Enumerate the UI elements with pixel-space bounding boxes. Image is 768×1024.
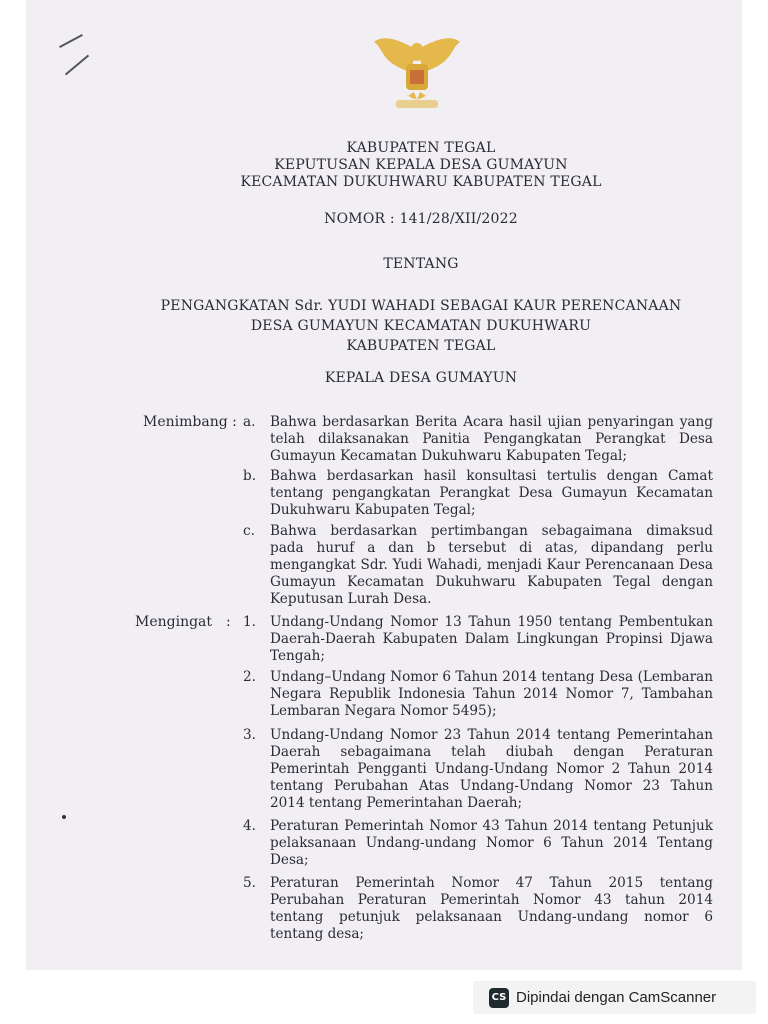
item-number: 3. <box>243 727 256 743</box>
document-header <box>26 140 768 191</box>
garuda-emblem-icon <box>370 30 464 112</box>
item-text: Peraturan Pemerintah Nomor 43 Tahun 2014 tentang Petunjuk pelaksanaan Undang-undang Nomor 6 Tahun 2014 Tentang Desa; <box>270 818 713 868</box>
camscanner-logo-icon: CS <box>489 988 509 1008</box>
item-number: 5. <box>243 875 256 891</box>
item-number: b. <box>243 468 257 484</box>
item-text: Peraturan Pemerintah Nomor 47 Tahun 2015 tentang Perubahan Peraturan Pemerintah Nomor 43 tahun 2014 tentang petunjuk pelaksanaan Undang-undang nomor 6 tentang desa; <box>270 875 713 942</box>
decree-subject <box>26 296 768 356</box>
mengingat-item <box>243 727 713 812</box>
camscanner-watermark <box>473 981 756 1014</box>
item-text: Undang-Undang Nomor 13 Tahun 1950 tentang Pembentukan Daerah-Daerah Kabupaten Dalam Lingkungan Propinsi Djawa Tengah; <box>270 614 713 664</box>
watermark-text: Dipindai dengan CamScanner <box>516 989 717 1006</box>
subject-line: PENGANGKATAN Sdr. YUDI WAHADI SEBAGAI KAUR PERENCANAAN <box>160 298 682 314</box>
tentang-heading: TENTANG <box>383 256 459 272</box>
item-number: c. <box>243 523 255 539</box>
issuer-title: KEPALA DESA GUMAYUN <box>324 370 518 386</box>
decree-number: NOMOR : 141/28/XII/2022 <box>324 211 518 227</box>
menimbang-label: Menimbang : <box>143 414 237 430</box>
subject-line: KABUPATEN TEGAL <box>346 338 496 354</box>
header-line: KABUPATEN TEGAL <box>346 140 496 156</box>
menimbang-item <box>243 414 713 465</box>
item-text: Bahwa berdasarkan hasil konsultasi tertulis dengan Camat tentang pengangkatan Perangkat Desa Gumayun Kecamatan Dukuhwaru Kabupaten Tegal; <box>270 468 713 518</box>
header-line: KECAMATAN DUKUHWARU KABUPATEN TEGAL <box>240 174 602 190</box>
item-text: Undang–Undang Nomor 6 Tahun 2014 tentang Desa (Lembaran Negara Republik Indonesia Tahun 2014 Nomor 7, Tambahan Lembaran Negara Nomor 5495); <box>270 669 713 719</box>
mengingat-colon: : <box>226 614 231 630</box>
mengingat-item <box>243 614 713 665</box>
menimbang-item <box>243 523 713 608</box>
subject-line: DESA GUMAYUN KECAMATAN DUKUHWARU <box>250 318 592 334</box>
item-number: 1. <box>243 614 256 630</box>
mengingat-item <box>243 669 713 720</box>
menimbang-item <box>243 468 713 519</box>
ink-dot <box>62 815 66 819</box>
item-number: 4. <box>243 818 256 834</box>
item-number: 2. <box>243 669 256 685</box>
item-text: Bahwa berdasarkan pertimbangan sebagaimana dimaksud pada huruf a dan b tersebut di atas, dipandang perlu mengangkat Sdr. Yudi Wahadi, menjadi Kaur Perencanaan Desa Gumayun Kecamatan Dukuhwaru Kabupaten Tegal dengan Keputusan Lurah Desa. <box>270 523 713 607</box>
item-text: Undang-Undang Nomor 23 Tahun 2014 tentang Pemerintahan Daerah sebagaimana telah diubah dengan Peraturan Pemerintah Pengganti Undang-Undang Nomor 2 Tahun 2014 tentang Perubahan Atas Undang-Undang Nomor 23 Tahun 2014 tentang Pemerintahan Daerah; <box>270 727 713 811</box>
mengingat-item <box>243 875 713 943</box>
mengingat-item <box>243 818 713 869</box>
mengingat-label: Mengingat <box>135 614 213 630</box>
item-text: Bahwa berdasarkan Berita Acara hasil ujian penyaringan yang telah dilaksanakan Panitia Pengangkatan Perangkat Desa Gumayun Kecamatan Dukuhwaru Kabupaten Tegal; <box>270 414 713 464</box>
header-line: KEPUTUSAN KEPALA DESA GUMAYUN <box>274 157 568 173</box>
item-number: a. <box>243 414 256 430</box>
